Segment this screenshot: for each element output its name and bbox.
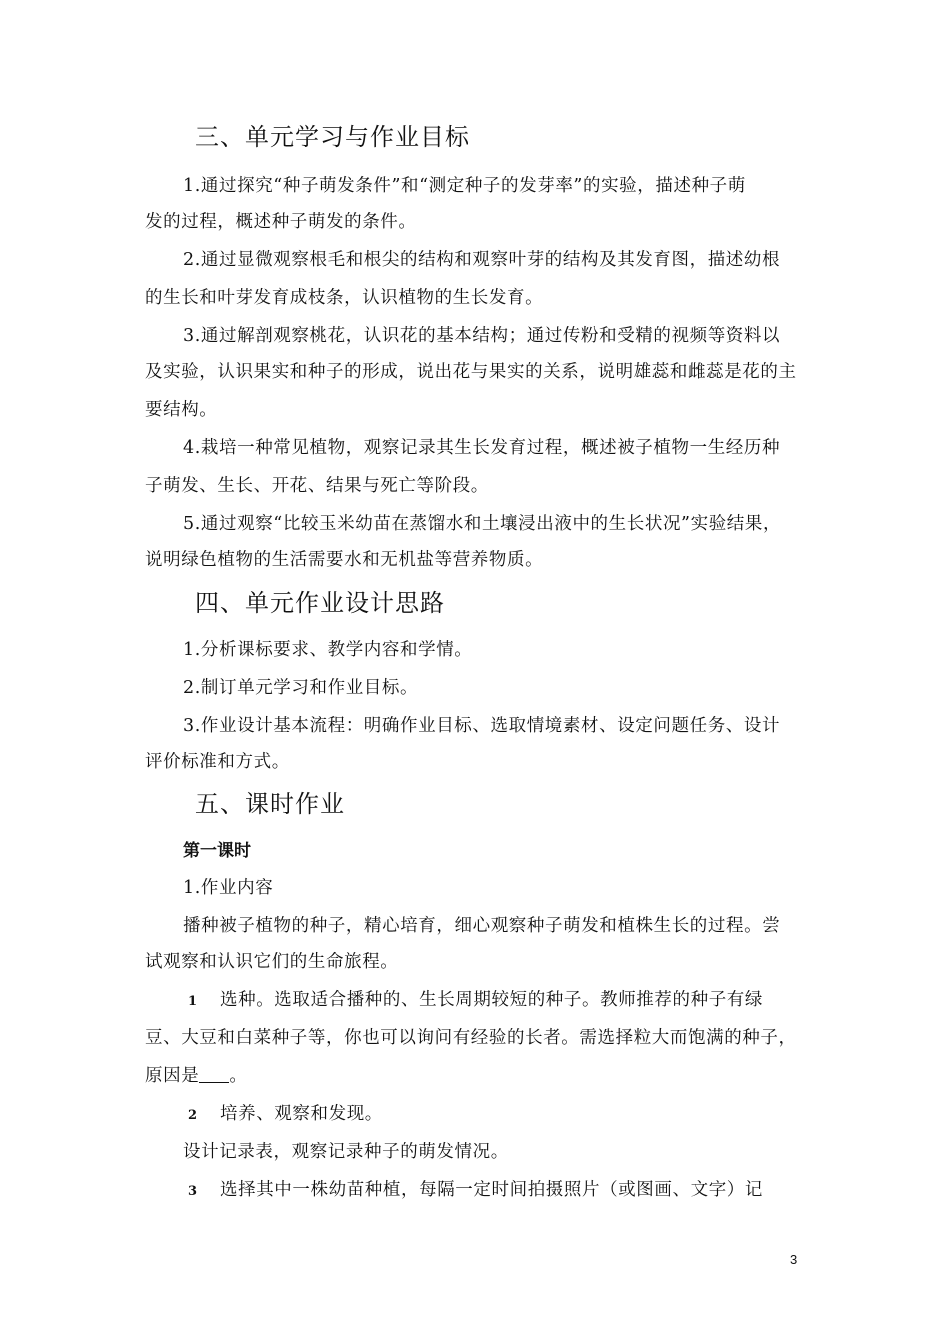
goal-1-line-1: 1.通过探究“种子萌发条件”和“测定种子的发芽率”的实验，描述种子萌 [183,176,746,196]
answer-blank[interactable] [199,1066,229,1083]
step-3-line-1 [188,1176,763,1201]
intro-line-1: 播种被子植物的种子，精心培育，细心观察种子萌发和植株生长的过程。尝 [183,916,781,936]
goal-2-line-1: 2.通过显微观察根毛和根尖的结构和观察叶芽的结构及其发育图，描述幼根 [183,250,781,270]
goal-5-line-1: 5.通过观察“比较玉米幼苗在蒸馏水和土壤浸出液中的生长状况”实验结果， [183,514,782,534]
design-step-3-line-2: 评价标准和方式。 [145,752,290,772]
goal-5-line-2: 说明绿色植物的生活需要水和无机盐等营养物质。 [145,550,544,570]
page-number: 3 [790,1252,798,1267]
step-1-reason-suffix: 。 [229,1066,248,1086]
step-2-number: 2 [188,1108,198,1123]
lesson-title: 第一课时 [183,841,251,861]
section-3-heading: 三、单元学习与作业目标 [195,123,470,151]
step-1-line-2: 豆、大豆和白菜种子等，你也可以询问有经验的长者。需选择粒大而饱满的种子， [145,1028,797,1048]
step-1-number: 1 [188,994,198,1009]
goal-4-line-1: 4.栽培一种常见植物，观察记录其生长发育过程，概述被子植物一生经历种 [183,438,781,458]
content-label: 1.作业内容 [183,878,274,898]
step-3-text: 选择其中一株幼苗种植，每隔一定时间拍摄照片（或图画、文字）记 [220,1180,763,1200]
intro-line-2: 试观察和认识它们的生命旅程。 [145,952,399,972]
design-step-3-line-1: 3.作业设计基本流程：明确作业目标、选取情境素材、设定问题任务、设计 [183,716,781,736]
design-step-1: 1.分析课标要求、教学内容和学情。 [183,640,473,660]
goal-1-line-2: 发的过程，概述种子萌发的条件。 [145,212,417,232]
step-3-number: 3 [188,1184,198,1199]
section-5-heading: 五、课时作业 [195,790,345,818]
step-1-line-1 [188,986,763,1011]
step-1-reason-prefix: 原因是 [145,1066,200,1086]
step-2-line-1 [188,1100,383,1125]
goal-2-line-2: 的生长和叶芽发育成枝条，认识植物的生长发育。 [145,288,544,308]
goal-4-line-2: 子萌发、生长、开花、结果与死亡等阶段。 [145,476,489,496]
step-1-line-3 [145,1062,247,1087]
step-2-line-2: 设计记录表，观察记录种子的萌发情况。 [183,1142,509,1162]
design-step-2: 2.制订单元学习和作业目标。 [183,678,419,698]
section-4-heading: 四、单元作业设计思路 [195,589,445,617]
step-2-text: 培养、观察和发现。 [220,1104,383,1124]
goal-3-line-3: 要结构。 [145,400,218,420]
goal-3-line-1: 3.通过解剖观察桃花，认识花的基本结构；通过传粉和受精的视频等资料以 [183,326,781,346]
goal-3-line-2: 及实验，认识果实和种子的形成，说出花与果实的关系，说明雄蕊和雌蕊是花的主 [145,362,797,382]
step-1-text: 选种。选取适合播种的、生长周期较短的种子。教师推荐的种子有绿 [220,990,763,1010]
